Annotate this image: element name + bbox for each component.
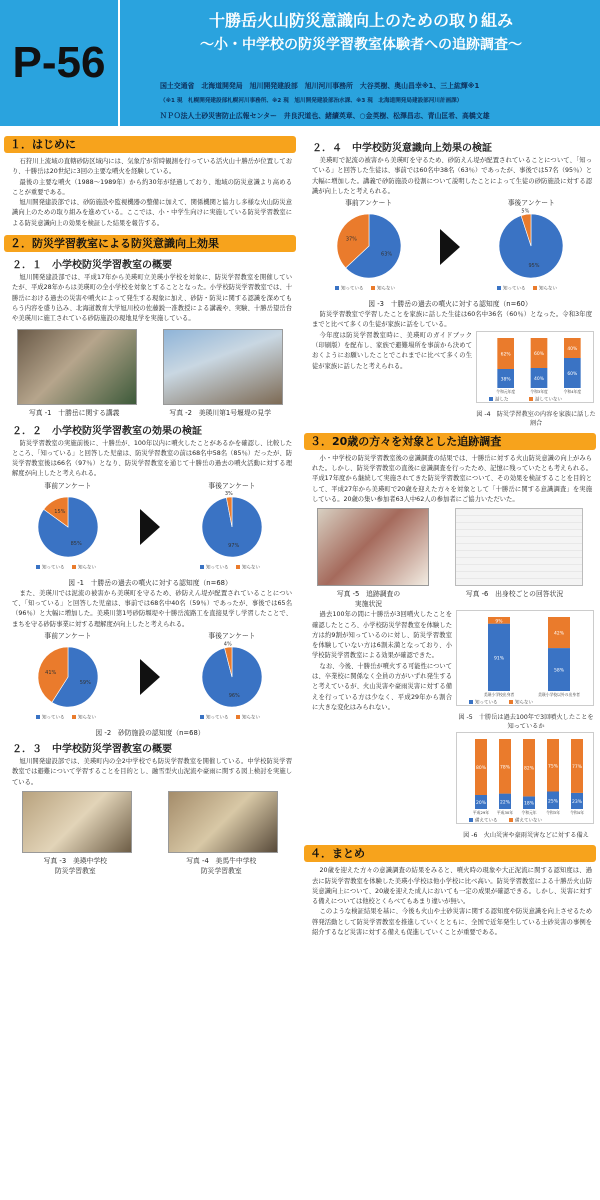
bar-value: 25% bbox=[547, 799, 559, 805]
legend-label: 知っている bbox=[503, 286, 526, 292]
category-label: 美瑛小学校出身者 bbox=[483, 692, 515, 698]
authors-line-2: （※1 現 札幌開発建設部札幌河川事務所、※2 現 旭川開発建設部治水課、※3 現 北海道開発局建設部河川計画課） bbox=[160, 98, 463, 104]
legend-swatch bbox=[497, 286, 501, 290]
legend-swatch bbox=[72, 715, 76, 719]
legend-label: 話した bbox=[495, 397, 509, 403]
legend-label: 知らない bbox=[242, 715, 260, 721]
figure-4-caption: 図 -4 防災学習教室の内容を家族に話した割合 bbox=[476, 410, 596, 427]
slice-label: 59% bbox=[79, 679, 91, 686]
legend-label: 知っている bbox=[475, 700, 498, 706]
pie-chart bbox=[489, 208, 573, 292]
slice-label: 96% bbox=[228, 692, 240, 699]
legend-label: 知らない bbox=[242, 565, 260, 571]
pie-chart bbox=[28, 491, 108, 571]
legend-swatch bbox=[236, 565, 240, 569]
s1-paragraph: 石狩川上流域の直轄砂防区域内には、気象庁が常時観測を行っている活火山十勝岳が位置しており、十勝岳は20世紀に3回の主要な噴火を経験している。 bbox=[12, 158, 292, 176]
photo-biei-jhs bbox=[22, 791, 132, 853]
bar-value: 58% bbox=[553, 668, 565, 674]
figure-2 bbox=[4, 630, 296, 725]
s22-paragraph: 防災学習教室の実施前後に、十勝岳が、100年以内に噴火したことがあるかを確認し、比較したところ、「知っている」と回答した児童は、防災学習教室の前は68名中58名（85％）だったが、防災学習教室後は66名（97％）となり、防災学習教室を通じて十勝岳の過去の噴火活動に対する理解度が向上したと考えられる。 bbox=[12, 439, 292, 478]
figure-3 bbox=[304, 197, 596, 296]
pie-chart bbox=[192, 641, 272, 721]
slice-label: 15% bbox=[54, 508, 66, 515]
arrow-icon bbox=[140, 659, 160, 695]
post-survey-label: 事後アンケート bbox=[507, 199, 555, 208]
legend-swatch bbox=[533, 286, 537, 290]
slice-label: 37% bbox=[345, 236, 357, 243]
category-label: 平成30年 bbox=[496, 810, 514, 816]
bar-value: 78% bbox=[499, 765, 511, 771]
bar-value: 75% bbox=[547, 764, 559, 770]
legend-swatch bbox=[335, 286, 339, 290]
legend-swatch bbox=[509, 818, 513, 822]
photo-lecture bbox=[17, 329, 137, 405]
bar-value: 42% bbox=[553, 631, 565, 637]
category-label: 令和元年度 bbox=[496, 388, 516, 394]
legend-label: 知っている bbox=[42, 565, 65, 571]
legend-swatch bbox=[200, 715, 204, 719]
legend-label: 知っている bbox=[206, 565, 229, 571]
legend-swatch bbox=[509, 700, 513, 704]
slice-label: 3% bbox=[224, 490, 233, 497]
bar-value: 91% bbox=[493, 656, 505, 662]
bar-value: 9% bbox=[495, 619, 503, 625]
legend-swatch bbox=[371, 286, 375, 290]
legend-label: 備えている bbox=[475, 818, 498, 824]
photo-1-caption: 写真 -1 十勝岳に関する講義 bbox=[28, 408, 120, 417]
bar-value: 80% bbox=[475, 766, 487, 772]
category-label: 令和4年 bbox=[570, 810, 584, 816]
photo-3-caption: 写真 -3 美瑛中学校 防災学習教室 bbox=[43, 856, 107, 875]
photo-dam-visit bbox=[163, 329, 283, 405]
bar-value: 40% bbox=[533, 376, 545, 382]
post-survey-label: 事後アンケート bbox=[208, 631, 256, 640]
s3-paragraph: 過去100年の間に十勝岳が3回噴火したことを確認したところ、小学校防災学習教室を体験した方は約9割が知っているのに対し、防災学習教室を体験していない方は6割未満となっており、小学校防災学習教室による効果が確認できた。 bbox=[312, 611, 452, 660]
bar-value: 60% bbox=[533, 351, 545, 357]
poster-number: P-56 bbox=[0, 0, 120, 126]
legend-swatch bbox=[469, 700, 473, 704]
header-banner bbox=[0, 0, 600, 126]
arrow-icon bbox=[140, 509, 160, 545]
category-label: 美瑛小学校以外の出身者 bbox=[538, 692, 580, 698]
legend-label: 話していない bbox=[535, 397, 562, 403]
bar-value: 40% bbox=[567, 346, 578, 352]
legend-swatch bbox=[36, 715, 40, 719]
s24-paragraph: 美瑛町で泥流の被害から美瑛町を守るため、砂防えん堤が配置されていることについて、「知っている」と回答した生徒は、事前では60名中38名（63％）であったが、事後では57名（95％）と大幅に増加した。講義で砂防施設の役割について説明したことによって生徒の砂防施設に対する認識が向上したと考えられる。 bbox=[312, 157, 592, 195]
photo-6-caption: 写真 -6 出身校ごとの回答状況 bbox=[465, 590, 564, 599]
s3-paragraph: 小・中学校の防災学習教室後の意識調査の結果では、十勝岳に対する火山防災意識の向上がみられた。しかし、防災学習教室の直後に意識調査を行ったため、記憶に残っていたとも考えられる。平成17年度から継続して実施されてきた防災学習教室について、その効果を検証することを目的として、平成27年から美瑛町で20歳を迎えた方々を対象として「十勝岳に関する意識調査」を実施している。20歳の集い参加者63人中62人の参加者にご協力いただいた。 bbox=[312, 454, 592, 503]
legend-label: 知らない bbox=[78, 565, 96, 571]
bar-value: 38% bbox=[500, 377, 511, 383]
pre-survey-label: 事前アンケート bbox=[44, 481, 92, 490]
s23-paragraph: 旭川開発建設部では、美瑛町内の全2中学校でも防災学習教室を開催している。中学校防災学習教室では避難について学習することを目的とし、融雪型火山泥流や豪雨に関する図上検討を実施している。 bbox=[12, 757, 292, 786]
category-label: 令和3年度 bbox=[530, 388, 548, 394]
sub-2-1-heading: ２．１ 小学校防災学習教室の概要 bbox=[12, 260, 172, 272]
legend-swatch bbox=[72, 565, 76, 569]
pre-survey-label: 事前アンケート bbox=[345, 199, 393, 208]
legend-swatch bbox=[200, 565, 204, 569]
slice-label: 5% bbox=[521, 208, 530, 215]
bar-value: 77% bbox=[571, 765, 583, 771]
arrow-icon bbox=[440, 229, 460, 265]
section-4-heading: ４．まとめ bbox=[304, 845, 596, 862]
photo-4-caption: 写真 -4 美馬牛中学校 防災学習教室 bbox=[186, 856, 257, 875]
photo-answer-board bbox=[455, 508, 583, 586]
figure-6-caption: 図 -6 火山災害や豪雨災害などに対する備え bbox=[463, 832, 589, 840]
authors-line-1: 国土交通省 北海道開発局 旭川開発建設部 旭川河川事務所 大谷英樹、奥山昌幸※1、三上紘輝※1 bbox=[160, 82, 480, 90]
category-label: 令和3年 bbox=[546, 810, 560, 816]
legend-label: 知らない bbox=[539, 286, 558, 292]
photo-survey bbox=[317, 508, 429, 586]
bar-value: 60% bbox=[567, 371, 578, 377]
legend-swatch bbox=[36, 565, 40, 569]
s1-paragraph: 最後の主要な噴火（1988〜1989年）から約30年が経過しており、地域の防災意識より高めることが重要である。 bbox=[12, 178, 292, 196]
photo-5-caption: 写真 -5 追跡調査の 実施状況 bbox=[336, 590, 401, 609]
pie-chart bbox=[327, 208, 411, 292]
s4-paragraph: このような検証結果を基に、今後も火山や土砂災害に関する認知度や防災意識を向上させるため啓発活動として防災学習教室を推進していくとともに、全国で近年発生している土砂災害の事例を紹介するなど災害に対する備えも促進していくことが重要である。 bbox=[312, 908, 592, 937]
legend-label: 知っている bbox=[42, 715, 65, 721]
sub-2-4-heading: ２．４ 中学校防災意識向上効果の検証 bbox=[312, 143, 492, 154]
slice-label: 4% bbox=[223, 641, 232, 648]
category-label: 平成29年 bbox=[472, 810, 490, 816]
legend-label: 知らない bbox=[78, 715, 96, 721]
section-1-heading: １．はじめに bbox=[4, 136, 296, 153]
s4-paragraph: 20歳を迎えた方々の意識調査の結果をみると、噴火時の現象や大正泥流に関する認知度は、過去に防災学習教室を体験した美瑛小学校は他小学校に比べ高い。防災学習教室による十勝岳火山防災意識向上について、20歳を迎えた成人においても一定の成果が確認できる。しかし、災害に対する備えについては他校とくらべてもあまり違いが無い。 bbox=[312, 867, 592, 906]
bar-value: 23% bbox=[571, 800, 583, 806]
legend-label: 知らない bbox=[376, 286, 395, 292]
slice-label: 97% bbox=[228, 542, 240, 549]
figure-5-caption: 図 -5 十勝岳は過去100年で3回噴火したことを知っているか bbox=[458, 714, 594, 731]
s3-paragraph: なお、今後、十勝岳が噴火する可能性については、卒業校に関係なく全員の方がいずれ発生すると考えているが、火山災害や豪雨災害に対する備えを行っている方は少なく、平成29年から割合に大きな変化はみられない。 bbox=[312, 662, 452, 711]
pre-survey-label: 事前アンケート bbox=[44, 631, 92, 640]
legend-label: 知らない bbox=[515, 700, 533, 706]
bar-value: 82% bbox=[523, 766, 535, 772]
legend-label: 備えていない bbox=[515, 818, 542, 824]
sub-2-2-heading: ２．２ 小学校防災学習教室の効果の検証 bbox=[12, 425, 202, 437]
left-column bbox=[4, 136, 296, 877]
bar-chart-fig6 bbox=[456, 732, 594, 824]
pie-chart bbox=[192, 491, 272, 571]
s1-paragraph: 旭川開発建設部では、砂防施設や監視機器の整備に加えて、関係機関と協力し多様な火山防災意識向上のための取り組みを進めている。ここでは、小・中学生向けに実施している防災学習教室による防災意識向上の効果を検証した結果を報告する。 bbox=[12, 199, 292, 227]
slice-label: 95% bbox=[528, 263, 540, 270]
s21-paragraph: 旭川開発建設部では、平成17年から美瑛町立美瑛小学校を対象に、防災学習教室を開催していたが、平成28年からは美瑛町の全小学校を対象とすることとなった。小学校防災学習教室では、十勝岳における過去の災害や噴火によって発生する現象に加え、砂防・防災に関する認識を深めてもらう内容を盛り込み、北海道教育大学旭川校の佐藤鋭一准教授による講義や、実験、十勝岳望岳台や美瑛川に施工されている砂防施設の現地見学を実施している。 bbox=[12, 274, 292, 323]
figure-1-caption: 図 -1 十勝岳の過去の噴火に対する認知度（n=68） bbox=[68, 578, 232, 587]
section-2-heading: ２．防災学習教室による防災意識向上効果 bbox=[4, 235, 296, 252]
slice-label: 41% bbox=[45, 669, 57, 676]
bar-chart-fig5 bbox=[456, 610, 594, 706]
legend-label: 知っている bbox=[206, 715, 229, 721]
s24-paragraph: 防災学習教室で学習したことを家族に話した生徒は60名中36名（60％）となった。令和3年度までと比べて多くの生徒が家族に話をしている。 bbox=[312, 311, 592, 329]
poster-subtitle: 〜小・中学校の防災学習教室体験者への追跡調査〜 bbox=[200, 37, 522, 53]
legend-swatch bbox=[529, 397, 533, 401]
figure-3-caption: 図 -3 十勝岳の過去の噴火に対する認知度（n=60） bbox=[368, 300, 532, 309]
slice-label: 85% bbox=[70, 540, 82, 547]
bar-value: 22% bbox=[499, 800, 511, 806]
slice-label: 63% bbox=[380, 251, 392, 258]
figure-1 bbox=[4, 480, 296, 575]
s24-paragraph: 今年度は防災学習教室時に、美瑛町のガイドブック（印刷版）を配布し、家族で避難場所を事前から決めておくようにお願いしたことでこれまでに比べて多くの生徒が家族に話したと考えられる。 bbox=[312, 331, 472, 370]
figure-2-caption: 図 -2 砂防施設の認知度（n=68） bbox=[95, 728, 205, 737]
bar-value: 62% bbox=[500, 352, 511, 358]
category-label: 令和4年度 bbox=[563, 388, 582, 394]
section-3-heading: ３．20歳の方々を対象とした追跡調査 bbox=[304, 433, 596, 450]
legend-label: 知っている bbox=[340, 286, 364, 292]
right-column bbox=[304, 136, 596, 938]
sub-2-3-heading: ２．３ 中学校防災学習教室の概要 bbox=[12, 743, 172, 755]
s22-paragraph: また、美瑛川では泥流の被害から美瑛町を守るため、砂防えん堤が配置されていることについて、「知っている」と回答した児童は、事前では68名中40名（59％）であったが、事後では65名（96％）と大幅に増加した。美瑛川第1号砂防堰堤や十勝岳流路工を直接見学し学習したことで、まちを守る砂防事業に対する理解度が向上したと考えられる。 bbox=[12, 589, 292, 628]
bar-chart-fig4 bbox=[476, 331, 594, 403]
pie-chart bbox=[28, 641, 108, 721]
bar-value: 20% bbox=[475, 801, 487, 807]
bar-value: 18% bbox=[523, 801, 535, 807]
legend-swatch bbox=[469, 818, 473, 822]
poster-title: 十勝岳火山防災意識向上のための取り組み bbox=[208, 11, 513, 30]
photo-2-caption: 写真 -2 美瑛川第1号堰堤の見学 bbox=[169, 408, 272, 417]
post-survey-label: 事後アンケート bbox=[208, 481, 256, 490]
authors-line-3: ＮＰＯ法人土砂災害防止広報センター 井良沢道也、緒續英章、○金英樹、松澤昌志、青山匡希、高橋文雄 bbox=[160, 112, 490, 120]
photo-bibaushi-jhs bbox=[168, 791, 278, 853]
category-label: 令和元年 bbox=[521, 810, 537, 816]
legend-swatch bbox=[489, 397, 493, 401]
legend-swatch bbox=[236, 715, 240, 719]
